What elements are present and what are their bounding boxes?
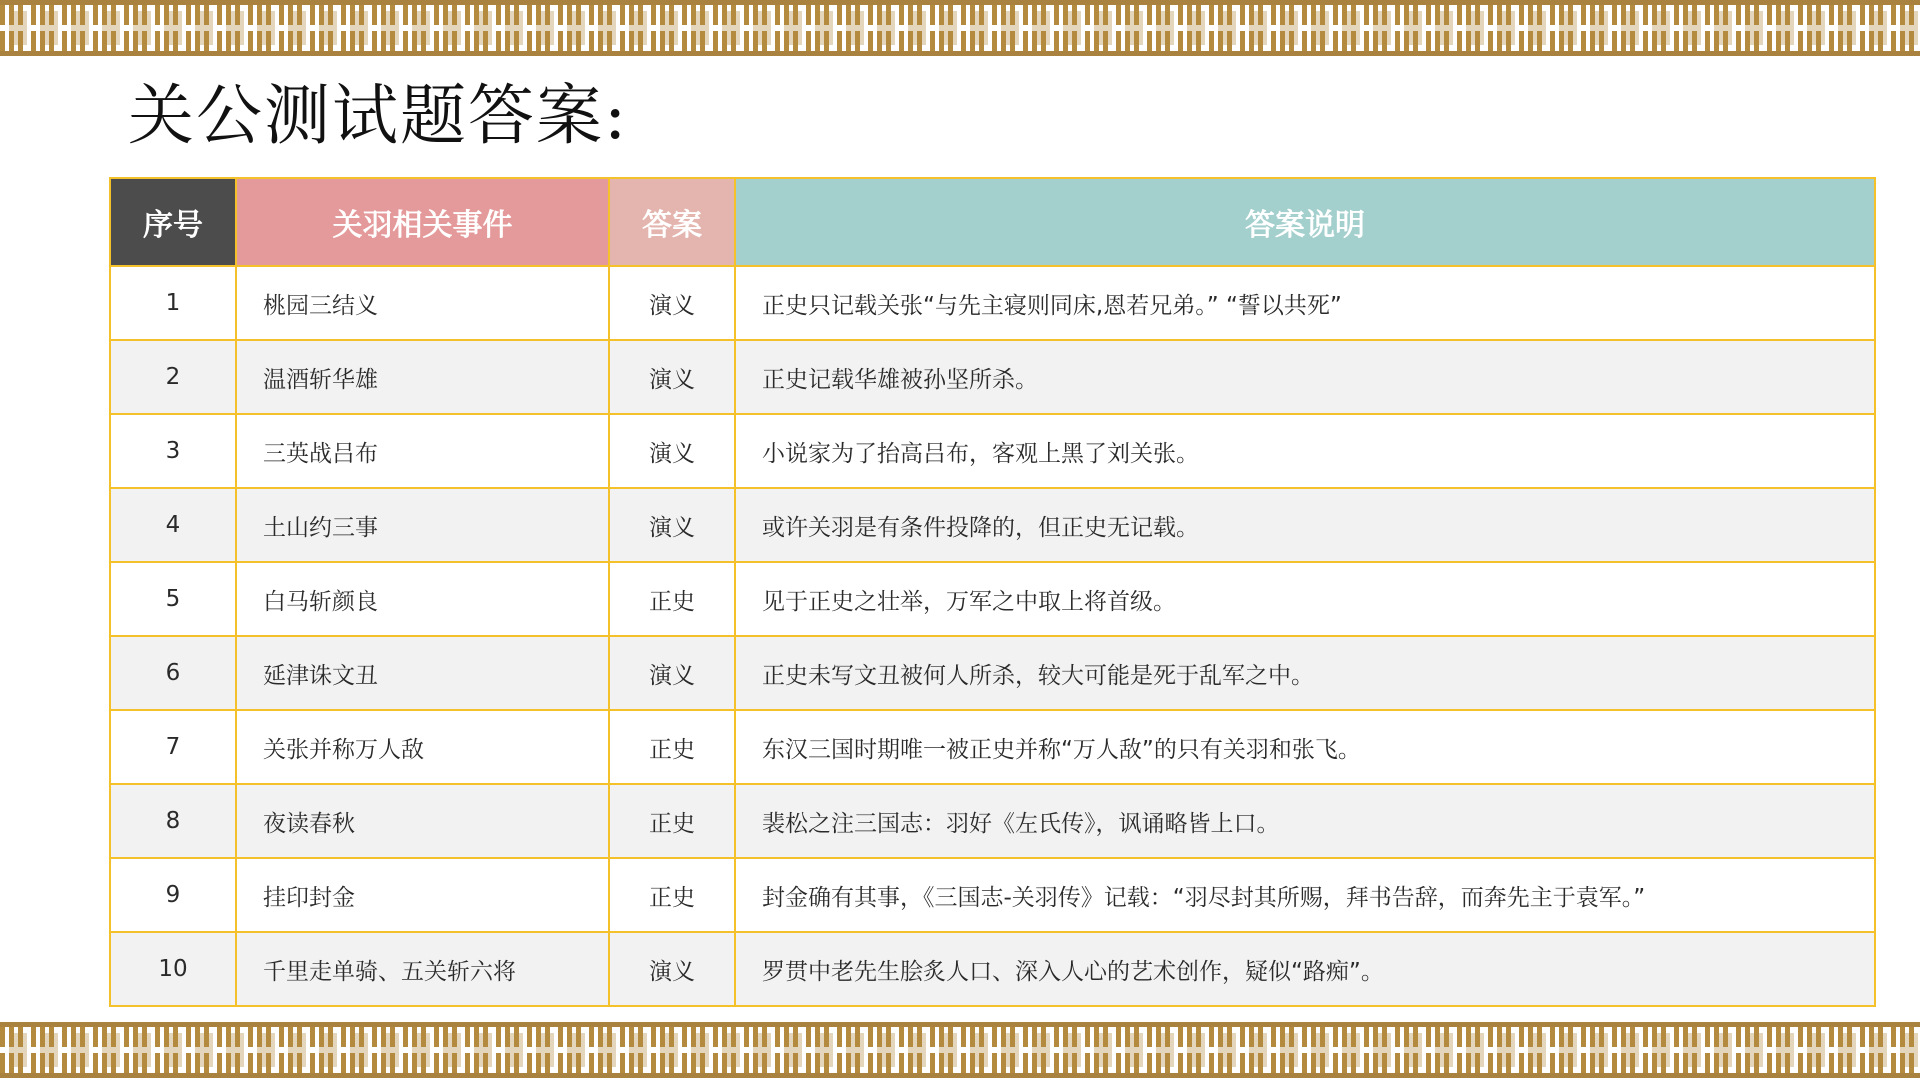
- table-row: [110, 266, 1875, 340]
- row-event: 延津诛文丑: [236, 636, 609, 710]
- header-event: 关羽相关事件: [236, 178, 609, 266]
- answer-table: [109, 177, 1876, 1007]
- row-explanation: 正史只记载关张“与先主寝则同床,恩若兄弟。” “誓以共死”: [735, 266, 1875, 340]
- top-fret-border: [0, 0, 1920, 56]
- table-row: [110, 710, 1875, 784]
- row-answer: 正史: [609, 710, 735, 784]
- row-number: 8: [110, 784, 236, 858]
- row-explanation: 小说家为了抬高吕布，客观上黑了刘关张。: [735, 414, 1875, 488]
- table-row: [110, 414, 1875, 488]
- row-number: 4: [110, 488, 236, 562]
- row-number: 1: [110, 266, 236, 340]
- row-number: 7: [110, 710, 236, 784]
- row-answer: 正史: [609, 784, 735, 858]
- row-explanation: 或许关羽是有条件投降的，但正史无记载。: [735, 488, 1875, 562]
- row-number: 9: [110, 858, 236, 932]
- row-number: 2: [110, 340, 236, 414]
- header-number: 序号: [110, 178, 236, 266]
- header-answer: 答案: [609, 178, 735, 266]
- table-row: [110, 932, 1875, 1006]
- row-event: 温酒斩华雄: [236, 340, 609, 414]
- row-event: 三英战吕布: [236, 414, 609, 488]
- row-explanation: 罗贯中老先生脍炙人口、深入人心的艺术创作，疑似“路痴”。: [735, 932, 1875, 1006]
- row-event: 挂印封金: [236, 858, 609, 932]
- table-row: [110, 784, 1875, 858]
- row-event: 千里走单骑、五关斩六将: [236, 932, 609, 1006]
- table-row: [110, 858, 1875, 932]
- row-number: 5: [110, 562, 236, 636]
- row-number: 6: [110, 636, 236, 710]
- row-explanation: 见于正史之壮举，万军之中取上将首级。: [735, 562, 1875, 636]
- table-header-row: [110, 178, 1875, 266]
- row-answer: 演义: [609, 488, 735, 562]
- row-answer: 演义: [609, 932, 735, 1006]
- row-number: 3: [110, 414, 236, 488]
- row-number: 10: [110, 932, 236, 1006]
- row-answer: 演义: [609, 266, 735, 340]
- header-explanation: 答案说明: [735, 178, 1875, 266]
- row-event: 土山约三事: [236, 488, 609, 562]
- row-answer: 正史: [609, 562, 735, 636]
- row-explanation: 封金确有其事，《三国志-关羽传》记载：“羽尽封其所赐，拜书告辞，而奔先主于袁军。”: [735, 858, 1875, 932]
- table-row: [110, 488, 1875, 562]
- table-row: [110, 636, 1875, 710]
- bottom-fret-border: [0, 1022, 1920, 1078]
- row-explanation: 正史记载华雄被孙坚所杀。: [735, 340, 1875, 414]
- row-explanation: 东汉三国时期唯一被正史并称“万人敌”的只有关羽和张飞。: [735, 710, 1875, 784]
- row-event: 桃园三结义: [236, 266, 609, 340]
- row-explanation: 裴松之注三国志：羽好《左氏传》，讽诵略皆上口。: [735, 784, 1875, 858]
- row-event: 白马斩颜良: [236, 562, 609, 636]
- row-answer: 演义: [609, 636, 735, 710]
- table-row: [110, 340, 1875, 414]
- row-event: 关张并称万人敌: [236, 710, 609, 784]
- table-row: [110, 562, 1875, 636]
- row-answer: 演义: [609, 414, 735, 488]
- row-event: 夜读春秋: [236, 784, 609, 858]
- row-answer: 正史: [609, 858, 735, 932]
- page-title: 关公测试题答案:: [128, 77, 629, 154]
- row-answer: 演义: [609, 340, 735, 414]
- row-explanation: 正史未写文丑被何人所杀，较大可能是死于乱军之中。: [735, 636, 1875, 710]
